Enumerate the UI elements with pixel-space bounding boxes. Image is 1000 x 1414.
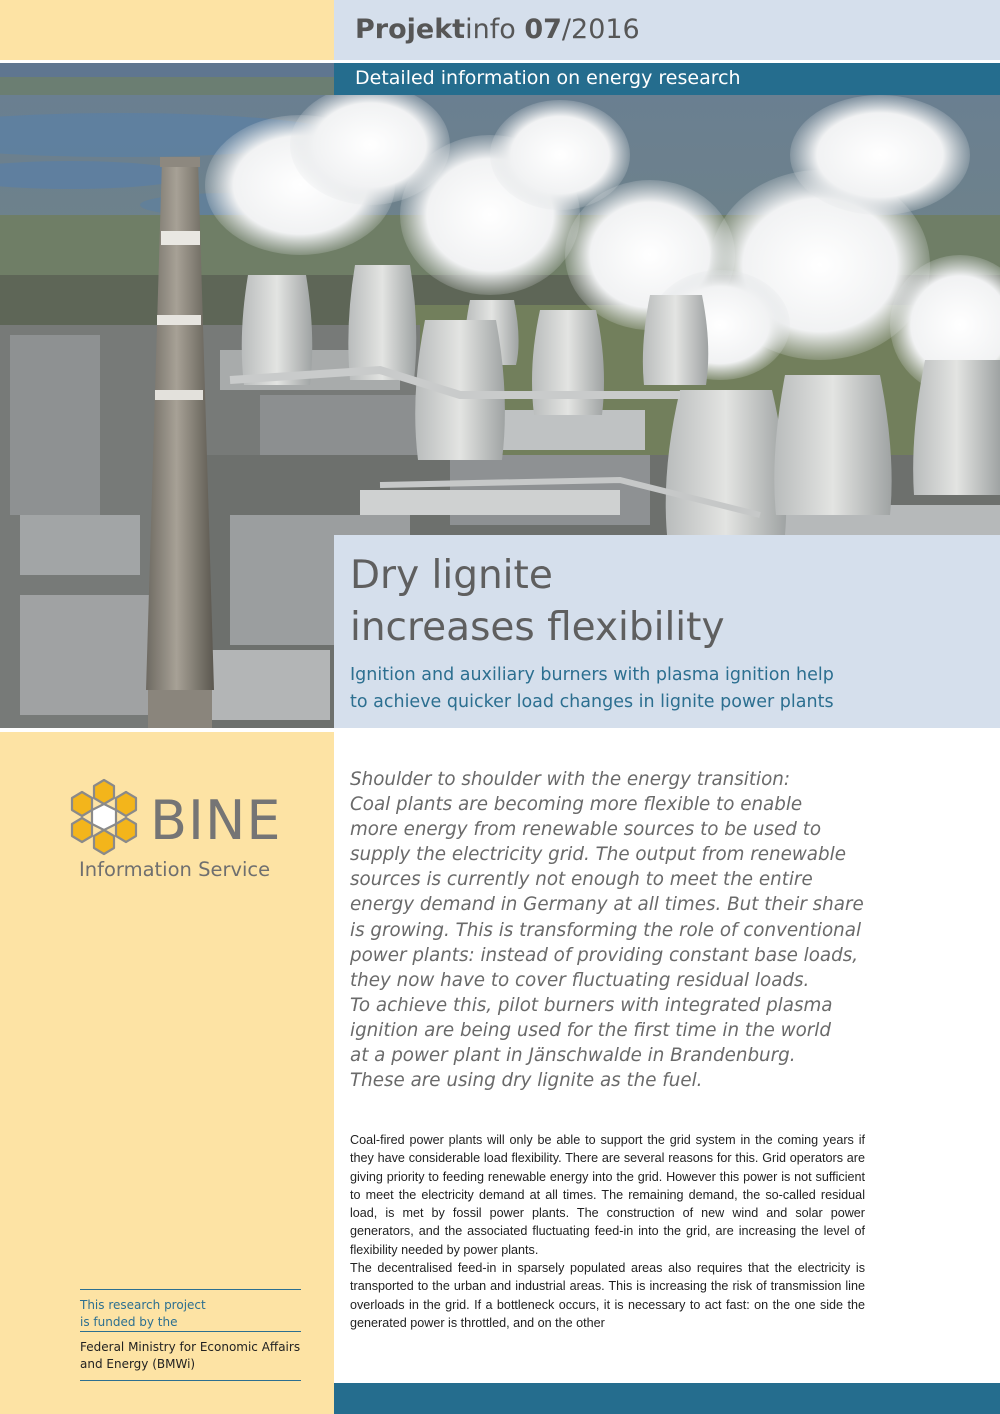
funding-rule-middle bbox=[80, 1331, 301, 1332]
bine-subtitle: Information Service bbox=[79, 858, 271, 881]
footer-bar bbox=[334, 1383, 1000, 1414]
body-text bbox=[350, 1131, 865, 1332]
lead-line: more energy from renewable sources to be used to bbox=[350, 819, 822, 841]
funding-label-line-2: is funded by the bbox=[80, 1315, 178, 1329]
lead-line: supply the electricity grid. The output from renewable bbox=[350, 844, 846, 866]
lead-line: they now have to cover fluctuating residual loads. bbox=[350, 969, 810, 991]
main-title bbox=[350, 550, 725, 654]
header-separator bbox=[0, 60, 1000, 63]
lead-line: Coal plants are becoming more flexible to enable bbox=[350, 794, 803, 816]
funding-ministry-line-1: Federal Ministry for Economic Affairs bbox=[80, 1340, 301, 1354]
lead-line: energy demand in Germany at all times. But their share bbox=[350, 894, 864, 916]
funding-rule-bottom bbox=[80, 1380, 301, 1381]
lead-line: Shoulder to shoulder with the energy transition: bbox=[350, 769, 791, 790]
lead-line: sources is currently not enough to meet the entire bbox=[350, 869, 813, 891]
lead-line: at a power plant in Jänschwalde in Brandenburg. bbox=[350, 1045, 796, 1067]
subtitle-line-1: Ignition and auxiliary burners with plasma ignition help bbox=[350, 665, 834, 685]
funding-ministry bbox=[80, 1339, 310, 1373]
subtitle bbox=[350, 662, 990, 716]
subtitle-line-2: to achieve quicker load changes in lignite power plants bbox=[350, 692, 834, 712]
lead-line: power plants: instead of providing constant base loads, bbox=[350, 944, 859, 966]
funding-ministry-line-2: and Energy (BMWi) bbox=[80, 1357, 196, 1371]
lead-line: To achieve this, pilot burners with integrated plasma bbox=[350, 994, 833, 1016]
bine-wordmark: BINE bbox=[150, 789, 282, 852]
lead-line: These are using dry lignite as the fuel. bbox=[350, 1070, 703, 1092]
body-paragraph-1: Coal-fired power plants will only be able to support the grid system in the coming years if they have considerable load flexibility. There are several reasons for this. Grid operators are giving priority to feeding renewable energy into the grid. However this power is not sufficient to meet the electricity demand at all times. The remaining demand, the so-called residual load, is met by fossil power plants. The construction of new wind and solar power generators, and the associated fluctuating feed-in into the grid, are increasing the level of flexibility needed by power plants. bbox=[350, 1133, 865, 1257]
title-line-1: Dry lignite bbox=[350, 553, 553, 598]
lead-line: is growing. This is transforming the role of conventional bbox=[350, 919, 862, 941]
body-paragraph-2: The decentralised feed-in in sparsely populated areas also requires that the electricity is transported to the urban and industrial areas. This is increasing the risk of transmission line overloads in the grid. If a bottleneck occurs, it is necessary to act fast: on the one side the generated power is throttled, and on the other bbox=[350, 1261, 865, 1330]
series-title: Projektinfo 07/2016 bbox=[355, 14, 640, 45]
title-line-2: increases flexibility bbox=[350, 605, 725, 650]
tagline: Detailed information on energy research bbox=[355, 67, 741, 89]
funding-label bbox=[80, 1297, 206, 1331]
lead-line: ignition are being used for the first time in the world bbox=[350, 1019, 831, 1041]
photo-top-strip bbox=[0, 63, 334, 95]
lead-paragraph bbox=[350, 767, 864, 1093]
funding-label-line-1: This research project bbox=[80, 1298, 206, 1312]
bine-logo-icon bbox=[64, 776, 144, 856]
header-left-panel bbox=[0, 0, 334, 60]
funding-rule-top bbox=[80, 1289, 301, 1290]
